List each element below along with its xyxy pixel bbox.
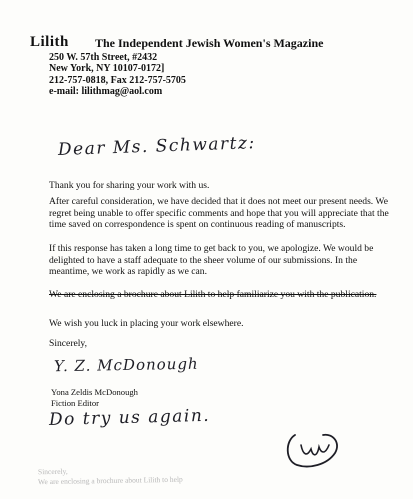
- letterhead-address-city: New York, NY 10107-0172]: [49, 63, 165, 74]
- handwritten-initials-mark: [283, 427, 345, 473]
- letterhead-email: e-mail: lilithmag@aol.com: [49, 86, 163, 97]
- bleed-through-text-2: We are enclosing a brochure about Lilith to help: [37, 474, 183, 487]
- handwritten-note: Do try us again.: [48, 405, 211, 430]
- bleed-through-text-1: Sincerely,: [37, 466, 68, 477]
- paragraph-thanks: Thank you for sharing your work with us.: [49, 180, 210, 191]
- letterhead-address-street: 250 W. 57th Street, #2432: [49, 52, 158, 63]
- handwritten-salutation: Dear Ms. Schwartz:: [57, 133, 256, 160]
- paragraph-apology: If this response has taken a long time to get back to you, we apologize. We would be delighted to have a staff adequate to the sheer volume of our submissions. In the meantime, we work as rapidly as we can.: [49, 243, 374, 277]
- closing: Sincerely,: [49, 338, 88, 349]
- handwritten-signature: Y. Z. McDonough: [53, 354, 199, 376]
- struck-brochure-text: We are enclosing a brochure about Lilith to help familiarize you with the publication.: [49, 289, 377, 300]
- signer-title: Fiction Editor: [51, 398, 99, 408]
- signer-name: Yona Zeldis McDonough: [51, 387, 138, 397]
- paragraph-decision: After careful consideration, we have decided that it does not meet our present needs. We regret being unable to offer specific comments and hope that you will appreciate that the time saved on correspondence is spent on continuous reading of manuscripts.: [49, 196, 389, 230]
- letterhead-tagline: The Independent Jewish Women's Magazine: [95, 36, 324, 50]
- paragraph-brochure-crossed-out: [49, 289, 399, 301]
- letterhead-brand: Lilith: [30, 34, 69, 50]
- letterhead-phone-fax: 212-757-0818, Fax 212-757-5705: [49, 75, 186, 86]
- paragraph-good-luck: We wish you luck in placing your work elsewhere.: [49, 318, 244, 329]
